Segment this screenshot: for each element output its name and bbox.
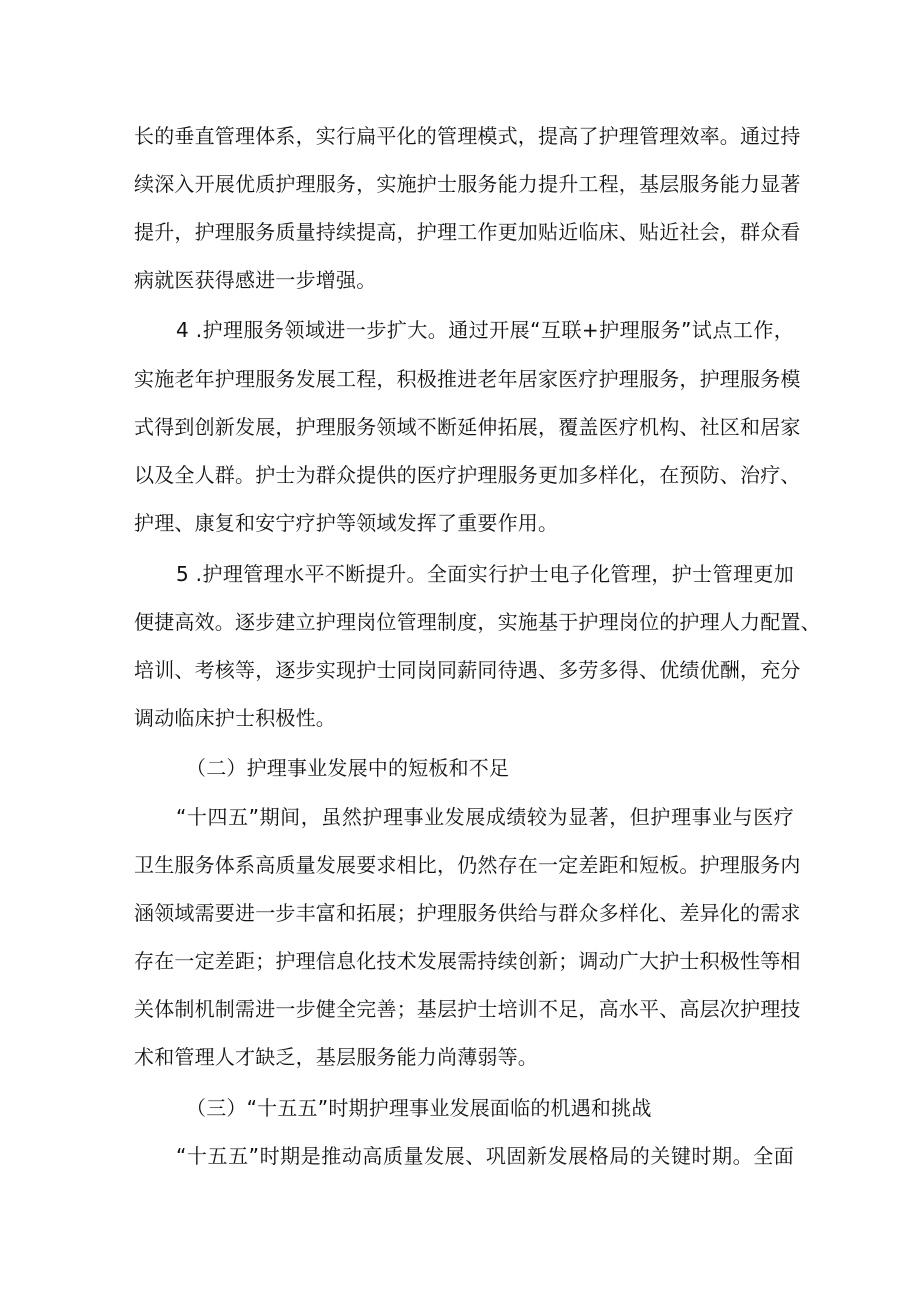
paragraph-line: 术和管理人才缺乏，基层服务能力尚薄弱等。 (134, 1045, 538, 1069)
paragraph-line: 涵领域需要进一步丰富和拓展；护理服务供给与群众多样化、差异化的需求 (134, 901, 801, 925)
paragraph-line: “十五五”时期是推动高质量发展、巩固新发展格局的关键时期。全面 (176, 1144, 794, 1168)
paragraph-line: 病就医获得感进一步增强。 (134, 268, 377, 292)
paragraph-line: 式得到创新发展，护理服务领域不断延伸拓展，覆盖医疗机构、社区和居家 (134, 415, 801, 439)
section-heading: （三）“十五五”时期护理事业发展面临的机遇和挑战 (186, 1096, 652, 1120)
paragraph-line: 4 .护理服务领域进一步扩大。通过开展“互联+护理服务”试点工作， (176, 318, 794, 342)
paragraph-line: 卫生服务体系高质量发展要求相比，仍然存在一定差距和短板。护理服务内 (134, 853, 801, 877)
paragraph-line: 护理、康复和安宁疗护等领域发挥了重要作用。 (134, 511, 559, 535)
paragraph-line: 关体制机制需进一步健全完善；基层护士培训不足，高水平、高层次护理技 (134, 997, 801, 1021)
paragraph-line: 续深入开展优质护理服务，实施护士服务能力提升工程，基层服务能力显著 (134, 172, 801, 196)
section-heading: （二）护理事业发展中的短板和不足 (186, 756, 510, 780)
paragraph-line: 存在一定差距；护理信息化技术发展需持续创新；调动广大护士积极性等相 (134, 949, 801, 973)
paragraph-line: 调动临床护士积极性。 (134, 706, 336, 730)
paragraph-line: 实施老年护理服务发展工程，积极推进老年居家医疗护理服务，护理服务模 (134, 367, 801, 391)
paragraph-line: 便捷高效。逐步建立护理岗位管理制度，实施基于护理岗位的护理人力配置、 (134, 610, 821, 634)
paragraph-line: 提升，护理服务质量持续提高，护理工作更加贴近临床、贴近社会，群众看 (134, 220, 801, 244)
paragraph-line: 培训、考核等，逐步实现护士同岗同薪同待遇、多劳多得、优绩优酬，充分 (134, 658, 801, 682)
paragraph-line: “十四五”期间，虽然护理事业发展成绩较为显著，但护理事业与医疗 (176, 805, 794, 829)
paragraph-line: 长的垂直管理体系，实行扁平化的管理模式，提高了护理管理效率。通过持 (134, 124, 801, 148)
paragraph-line: 以及全人群。护士为群众提供的医疗护理服务更加多样化，在预防、治疗、 (134, 463, 801, 487)
paragraph-line: 5 .护理管理水平不断提升。全面实行护士电子化管理，护士管理更加 (176, 562, 794, 586)
